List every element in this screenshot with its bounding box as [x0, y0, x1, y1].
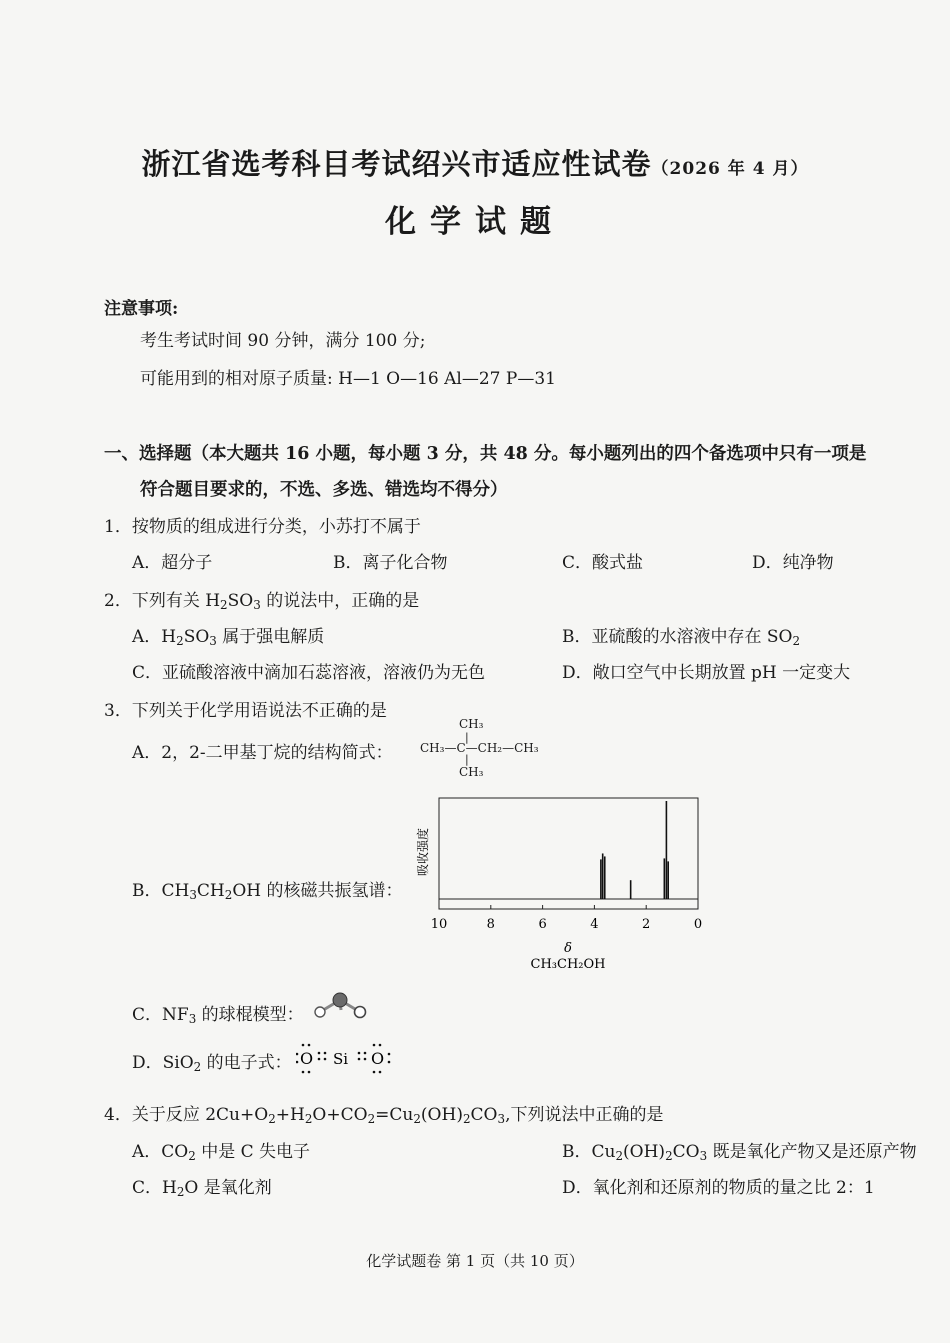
structure-bottom-methyl: CH₃ — [459, 765, 484, 779]
nmr-x-tick-label: 8 — [486, 917, 495, 932]
dot-formula-o1: O — [300, 1049, 314, 1068]
question-1-option-b: B．离子化合物 — [333, 553, 448, 573]
structure-bond-top: | — [465, 731, 469, 744]
question-1-option-c: C．酸式盐 — [562, 553, 644, 573]
structure-top-methyl: CH₃ — [459, 717, 484, 731]
question-1-option-d: D．纯净物 — [752, 553, 834, 573]
structure-bond-bottom: | — [465, 753, 469, 766]
nmr-x-tick-label: 6 — [538, 917, 547, 932]
question-2-stem: 2．下列有关 $H_2SO_3$ 的说法中，正确的是 — [104, 591, 420, 612]
notice-line-1: 考生考试时间 90 分钟，满分 100 分; — [140, 331, 426, 351]
question-3-stem: 3．下列关于化学用语说法不正确的是 — [104, 701, 387, 721]
nf3-ball-stick-model-icon — [310, 990, 372, 1026]
question-4-stem: 4．关于反应 $2Cu+O_2+H_2O+CO_2=Cu_2(OH)_2CO_3$,下列说法中正确的是 — [104, 1105, 664, 1126]
section-1-heading-cont: 符合题目要求的，不选、多选、错选均不得分） — [140, 480, 508, 500]
dot-formula-o2: O — [371, 1049, 385, 1068]
section-1-heading: 一、选择题（本大题共 16 小题，每小题 3 分，共 48 分。每小题列出的四个备选项中只有一项是 — [104, 444, 867, 464]
nmr-xlabel: δ — [564, 941, 572, 956]
question-4-option-d: D．氧化剂和还原剂的物质的量之比 2：1 — [562, 1178, 875, 1198]
question-3-option-d: D．SiO$_2$ 的电子式： — [132, 1053, 292, 1074]
exam-subtitle: 化学试题 — [385, 204, 565, 240]
nmr-plot-frame — [439, 798, 698, 909]
question-4-option-b: B．$Cu_2(OH)_2CO_3$ 既是氧化产物又是还原产物 — [562, 1142, 917, 1163]
nmr-ylabel: 吸收强度 — [416, 827, 430, 877]
question-3-option-c: C．$NF_3$ 的球棍模型： — [132, 1005, 304, 1026]
question-2-option-c: C．亚硫酸溶液中滴加石蕊溶液，溶液仍为无色 — [132, 663, 486, 683]
dot-formula-si: Si — [333, 1050, 349, 1068]
page-footer: 化学试题卷 第 1 页（共 10 页） — [366, 1252, 584, 1270]
nmr-spectrum-chart — [405, 790, 725, 980]
question-4-option-c: C．$H_2O$ 是氧化剂 — [132, 1178, 272, 1199]
question-1-option-a: A．超分子 — [132, 553, 213, 573]
question-2-option-b: B．亚硫酸的水溶液中存在 $SO_2$ — [562, 627, 801, 648]
nmr-x-tick-label: 4 — [590, 917, 599, 932]
question-4-option-a: A．$CO_2$ 中是 C 失电子 — [132, 1142, 311, 1163]
notice-heading: 注意事项: — [104, 299, 179, 319]
question-2-option-a: A．$H_2SO_3$ 属于强电解质 — [132, 627, 325, 648]
question-3-option-a: A．2，2-二甲基丁烷的结构简式： — [132, 743, 393, 763]
question-2-option-d: D．敞口空气中长期放置 pH 一定变大 — [562, 663, 851, 683]
question-3-option-b: B．$CH_3CH_2OH$ 的核磁共振氢谱： — [132, 881, 403, 902]
question-1-stem: 1．按物质的组成进行分类，小苏打不属于 — [104, 517, 421, 537]
structure-main-chain: CH₃—C—CH₂—CH₃ — [420, 741, 539, 755]
nmr-x-tick-label: 10 — [430, 917, 448, 932]
nmr-x-tick-label: 2 — [642, 917, 651, 932]
exam-title: 浙江省选考科目考试绍兴市适应性试卷（2026 年 4 月） — [141, 147, 809, 181]
exam-date: （2026 年 4 月） — [651, 159, 809, 179]
notice-line-2: 可能用到的相对原子质量: H—1 O—16 Al—27 P—31 — [140, 369, 556, 389]
nmr-caption: CH₃CH₂OH — [530, 957, 606, 972]
nmr-x-tick-label: 0 — [693, 917, 703, 932]
sio2-electron-dot-formula — [296, 1040, 392, 1076]
